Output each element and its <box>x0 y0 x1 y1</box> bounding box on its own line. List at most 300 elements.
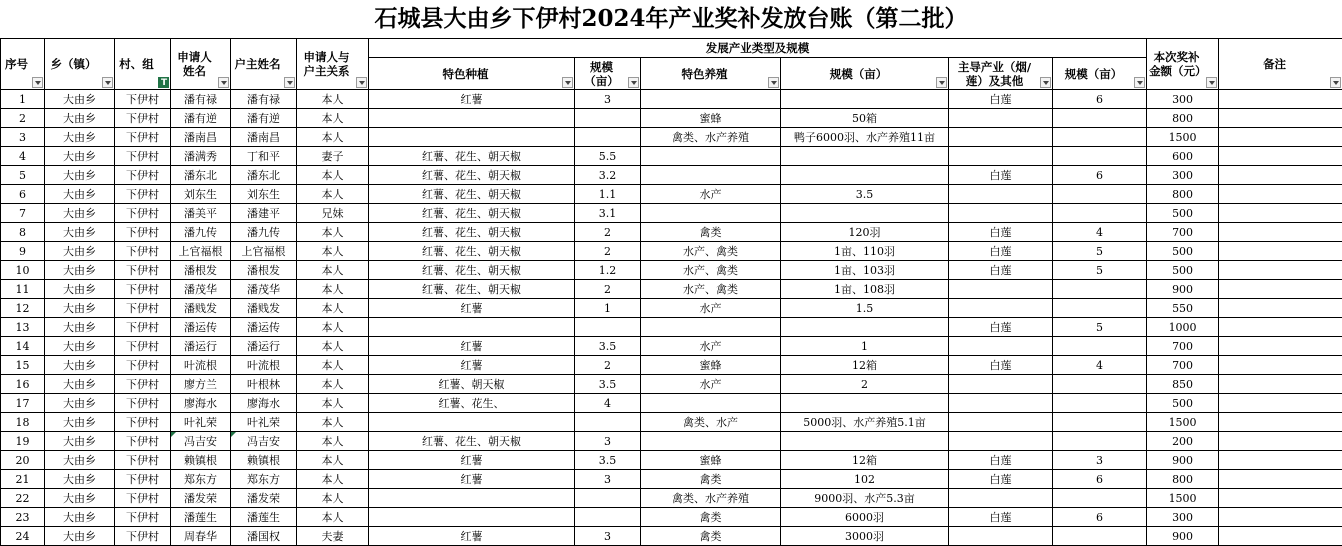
cell-lead[interactable] <box>949 394 1053 413</box>
cell-remark[interactable] <box>1219 318 1342 337</box>
filter-dropdown-icon[interactable] <box>562 77 573 88</box>
cell-householder[interactable]: 丁和平 <box>231 147 297 166</box>
cell-relation[interactable]: 夫妻 <box>297 527 369 546</box>
cell-crop-scale[interactable]: 2 <box>575 356 641 375</box>
cell-lead-scale[interactable]: 6 <box>1053 470 1147 489</box>
cell-township[interactable]: 大由乡 <box>45 185 115 204</box>
cell-township[interactable]: 大由乡 <box>45 280 115 299</box>
cell-amount[interactable]: 500 <box>1147 394 1219 413</box>
cell-householder[interactable]: 潘东北 <box>231 166 297 185</box>
cell-township[interactable]: 大由乡 <box>45 527 115 546</box>
cell-crop[interactable]: 红薯、花生、朝天椒 <box>369 204 575 223</box>
cell-remark[interactable] <box>1219 489 1342 508</box>
cell-lead[interactable]: 白莲 <box>949 166 1053 185</box>
cell-amount[interactable]: 700 <box>1147 356 1219 375</box>
cell-amount[interactable]: 500 <box>1147 261 1219 280</box>
cell-applicant[interactable]: 潘有禄 <box>171 90 231 109</box>
cell-crop[interactable]: 红薯 <box>369 451 575 470</box>
cell-lead[interactable]: 白莲 <box>949 90 1053 109</box>
cell-village[interactable]: 下伊村 <box>115 166 171 185</box>
cell-breed[interactable] <box>641 318 781 337</box>
cell-relation[interactable]: 本人 <box>297 128 369 147</box>
cell-remark[interactable] <box>1219 356 1342 375</box>
cell-relation[interactable]: 本人 <box>297 90 369 109</box>
cell-applicant[interactable]: 潘运行 <box>171 337 231 356</box>
cell-relation[interactable]: 妻子 <box>297 147 369 166</box>
cell-relation[interactable]: 本人 <box>297 375 369 394</box>
cell-householder[interactable]: 潘茂华 <box>231 280 297 299</box>
cell-village[interactable]: 下伊村 <box>115 318 171 337</box>
cell-village[interactable]: 下伊村 <box>115 242 171 261</box>
cell-breed[interactable]: 水产 <box>641 337 781 356</box>
cell-village[interactable]: 下伊村 <box>115 375 171 394</box>
cell-crop[interactable]: 红薯、花生、朝天椒 <box>369 147 575 166</box>
cell-seq[interactable]: 13 <box>1 318 45 337</box>
cell-lead[interactable]: 白莲 <box>949 356 1053 375</box>
cell-crop-scale[interactable]: 1.1 <box>575 185 641 204</box>
cell-township[interactable]: 大由乡 <box>45 166 115 185</box>
cell-seq[interactable]: 18 <box>1 413 45 432</box>
cell-village[interactable]: 下伊村 <box>115 204 171 223</box>
cell-crop[interactable] <box>369 109 575 128</box>
cell-lead-scale[interactable] <box>1053 147 1147 166</box>
cell-crop[interactable] <box>369 413 575 432</box>
cell-amount[interactable]: 700 <box>1147 223 1219 242</box>
cell-applicant[interactable]: 潘发荣 <box>171 489 231 508</box>
filter-dropdown-icon[interactable] <box>1330 77 1341 88</box>
cell-breed[interactable]: 禽类 <box>641 527 781 546</box>
cell-lead[interactable] <box>949 204 1053 223</box>
cell-crop-scale[interactable]: 5.5 <box>575 147 641 166</box>
cell-village[interactable]: 下伊村 <box>115 299 171 318</box>
cell-township[interactable]: 大由乡 <box>45 223 115 242</box>
cell-breed-scale[interactable] <box>781 318 949 337</box>
cell-village[interactable]: 下伊村 <box>115 90 171 109</box>
cell-crop-scale[interactable]: 3 <box>575 90 641 109</box>
cell-seq[interactable]: 1 <box>1 90 45 109</box>
cell-amount[interactable]: 900 <box>1147 280 1219 299</box>
cell-crop[interactable]: 红薯 <box>369 90 575 109</box>
cell-breed[interactable] <box>641 204 781 223</box>
cell-breed-scale[interactable] <box>781 432 949 451</box>
cell-relation[interactable]: 本人 <box>297 413 369 432</box>
cell-applicant[interactable]: 廖方兰 <box>171 375 231 394</box>
cell-breed-scale[interactable]: 3.5 <box>781 185 949 204</box>
cell-crop[interactable]: 红薯、花生、朝天椒 <box>369 185 575 204</box>
cell-crop[interactable]: 红薯 <box>369 527 575 546</box>
cell-amount[interactable]: 900 <box>1147 451 1219 470</box>
cell-village[interactable]: 下伊村 <box>115 489 171 508</box>
cell-breed[interactable]: 蜜蜂 <box>641 109 781 128</box>
cell-village[interactable]: 下伊村 <box>115 261 171 280</box>
cell-remark[interactable] <box>1219 223 1342 242</box>
cell-lead[interactable]: 白莲 <box>949 242 1053 261</box>
cell-crop[interactable]: 红薯 <box>369 337 575 356</box>
cell-crop-scale[interactable] <box>575 109 641 128</box>
cell-lead[interactable]: 白莲 <box>949 223 1053 242</box>
cell-amount[interactable]: 800 <box>1147 470 1219 489</box>
cell-lead[interactable] <box>949 109 1053 128</box>
cell-amount[interactable]: 800 <box>1147 109 1219 128</box>
cell-township[interactable]: 大由乡 <box>45 337 115 356</box>
cell-relation[interactable]: 本人 <box>297 166 369 185</box>
cell-relation[interactable]: 本人 <box>297 280 369 299</box>
cell-township[interactable]: 大由乡 <box>45 318 115 337</box>
cell-lead[interactable]: 白莲 <box>949 508 1053 527</box>
cell-breed-scale[interactable]: 1.5 <box>781 299 949 318</box>
cell-lead-scale[interactable] <box>1053 109 1147 128</box>
cell-householder[interactable]: 潘根发 <box>231 261 297 280</box>
cell-breed[interactable]: 水产 <box>641 185 781 204</box>
cell-householder[interactable]: 刘东生 <box>231 185 297 204</box>
cell-relation[interactable]: 本人 <box>297 470 369 489</box>
cell-crop-scale[interactable]: 3.1 <box>575 204 641 223</box>
cell-relation[interactable]: 本人 <box>297 261 369 280</box>
cell-breed-scale[interactable]: 1 <box>781 337 949 356</box>
cell-crop[interactable]: 红薯 <box>369 299 575 318</box>
cell-lead-scale[interactable]: 3 <box>1053 451 1147 470</box>
cell-breed-scale[interactable] <box>781 147 949 166</box>
cell-township[interactable]: 大由乡 <box>45 489 115 508</box>
cell-crop[interactable]: 红薯、花生、朝天椒 <box>369 432 575 451</box>
cell-seq[interactable]: 24 <box>1 527 45 546</box>
cell-township[interactable]: 大由乡 <box>45 508 115 527</box>
cell-township[interactable]: 大由乡 <box>45 109 115 128</box>
cell-amount[interactable]: 850 <box>1147 375 1219 394</box>
cell-relation[interactable]: 本人 <box>297 223 369 242</box>
filter-dropdown-icon[interactable] <box>284 77 295 88</box>
cell-crop[interactable] <box>369 318 575 337</box>
cell-crop-scale[interactable] <box>575 508 641 527</box>
cell-applicant[interactable]: 潘九传 <box>171 223 231 242</box>
cell-township[interactable]: 大由乡 <box>45 375 115 394</box>
cell-breed[interactable]: 禽类、水产 <box>641 413 781 432</box>
cell-relation[interactable]: 本人 <box>297 394 369 413</box>
cell-breed-scale[interactable]: 50箱 <box>781 109 949 128</box>
cell-seq[interactable]: 14 <box>1 337 45 356</box>
filter-dropdown-icon[interactable] <box>628 77 639 88</box>
cell-crop[interactable]: 红薯 <box>369 356 575 375</box>
cell-applicant[interactable]: 郑东方 <box>171 470 231 489</box>
cell-amount[interactable]: 700 <box>1147 337 1219 356</box>
cell-breed[interactable]: 禽类 <box>641 470 781 489</box>
cell-remark[interactable] <box>1219 90 1342 109</box>
cell-breed[interactable] <box>641 394 781 413</box>
cell-applicant[interactable]: 潘满秀 <box>171 147 231 166</box>
cell-householder[interactable]: 潘建平 <box>231 204 297 223</box>
cell-householder[interactable]: 叶礼荣 <box>231 413 297 432</box>
cell-applicant[interactable]: 潘茂华 <box>171 280 231 299</box>
cell-lead-scale[interactable] <box>1053 204 1147 223</box>
cell-village[interactable]: 下伊村 <box>115 223 171 242</box>
cell-remark[interactable] <box>1219 128 1342 147</box>
cell-applicant[interactable]: 潘有逆 <box>171 109 231 128</box>
cell-township[interactable]: 大由乡 <box>45 394 115 413</box>
cell-householder[interactable]: 上官福根 <box>231 242 297 261</box>
cell-village[interactable]: 下伊村 <box>115 413 171 432</box>
cell-seq[interactable]: 17 <box>1 394 45 413</box>
cell-crop-scale[interactable]: 2 <box>575 242 641 261</box>
cell-remark[interactable] <box>1219 109 1342 128</box>
cell-seq[interactable]: 9 <box>1 242 45 261</box>
cell-applicant[interactable]: 叶流根 <box>171 356 231 375</box>
cell-householder[interactable]: 潘贱发 <box>231 299 297 318</box>
cell-applicant[interactable]: 刘东生 <box>171 185 231 204</box>
cell-amount[interactable]: 1500 <box>1147 489 1219 508</box>
cell-lead-scale[interactable] <box>1053 299 1147 318</box>
cell-seq[interactable]: 6 <box>1 185 45 204</box>
cell-township[interactable]: 大由乡 <box>45 90 115 109</box>
cell-relation[interactable]: 本人 <box>297 299 369 318</box>
cell-breed-scale[interactable]: 1亩、110羽 <box>781 242 949 261</box>
cell-seq[interactable]: 3 <box>1 128 45 147</box>
cell-lead[interactable] <box>949 489 1053 508</box>
cell-applicant[interactable]: 潘南昌 <box>171 128 231 147</box>
cell-breed-scale[interactable] <box>781 166 949 185</box>
cell-village[interactable]: 下伊村 <box>115 337 171 356</box>
cell-township[interactable]: 大由乡 <box>45 147 115 166</box>
cell-village[interactable]: 下伊村 <box>115 527 171 546</box>
cell-crop-scale[interactable] <box>575 413 641 432</box>
cell-applicant[interactable]: 潘莲生 <box>171 508 231 527</box>
cell-crop-scale[interactable]: 3 <box>575 527 641 546</box>
cell-village[interactable]: 下伊村 <box>115 185 171 204</box>
cell-applicant[interactable]: 冯吉安 <box>171 432 231 451</box>
cell-village[interactable]: 下伊村 <box>115 394 171 413</box>
cell-crop-scale[interactable]: 2 <box>575 223 641 242</box>
cell-breed[interactable]: 水产、禽类 <box>641 280 781 299</box>
cell-relation[interactable]: 本人 <box>297 318 369 337</box>
cell-relation[interactable]: 本人 <box>297 109 369 128</box>
cell-breed-scale[interactable]: 2 <box>781 375 949 394</box>
cell-township[interactable]: 大由乡 <box>45 470 115 489</box>
cell-breed[interactable] <box>641 147 781 166</box>
cell-township[interactable]: 大由乡 <box>45 128 115 147</box>
cell-amount[interactable]: 500 <box>1147 242 1219 261</box>
cell-seq[interactable]: 15 <box>1 356 45 375</box>
cell-breed-scale[interactable]: 120羽 <box>781 223 949 242</box>
cell-lead-scale[interactable] <box>1053 413 1147 432</box>
cell-breed-scale[interactable]: 1亩、103羽 <box>781 261 949 280</box>
cell-crop[interactable]: 红薯、朝天椒 <box>369 375 575 394</box>
cell-lead-scale[interactable] <box>1053 185 1147 204</box>
cell-applicant[interactable]: 廖海水 <box>171 394 231 413</box>
cell-applicant[interactable]: 潘根发 <box>171 261 231 280</box>
cell-amount[interactable]: 300 <box>1147 90 1219 109</box>
cell-crop-scale[interactable]: 3.5 <box>575 375 641 394</box>
cell-lead-scale[interactable] <box>1053 337 1147 356</box>
cell-breed[interactable]: 水产 <box>641 375 781 394</box>
cell-householder[interactable]: 潘有逆 <box>231 109 297 128</box>
cell-lead-scale[interactable] <box>1053 489 1147 508</box>
cell-householder[interactable]: 赖镇根 <box>231 451 297 470</box>
cell-householder[interactable]: 叶流根 <box>231 356 297 375</box>
cell-amount[interactable]: 500 <box>1147 204 1219 223</box>
cell-breed[interactable]: 蜜蜂 <box>641 356 781 375</box>
cell-breed[interactable]: 蜜蜂 <box>641 451 781 470</box>
cell-breed-scale[interactable]: 鸭子6000羽、水产养殖11亩 <box>781 128 949 147</box>
cell-township[interactable]: 大由乡 <box>45 451 115 470</box>
cell-householder[interactable]: 潘有禄 <box>231 90 297 109</box>
cell-lead-scale[interactable]: 6 <box>1053 166 1147 185</box>
cell-breed[interactable]: 禽类、水产养殖 <box>641 489 781 508</box>
cell-lead[interactable] <box>949 147 1053 166</box>
cell-amount[interactable]: 300 <box>1147 508 1219 527</box>
cell-remark[interactable] <box>1219 451 1342 470</box>
cell-remark[interactable] <box>1219 185 1342 204</box>
filter-dropdown-icon[interactable] <box>32 77 43 88</box>
cell-relation[interactable]: 本人 <box>297 508 369 527</box>
cell-amount[interactable]: 600 <box>1147 147 1219 166</box>
cell-village[interactable]: 下伊村 <box>115 470 171 489</box>
cell-breed-scale[interactable]: 12箱 <box>781 356 949 375</box>
cell-breed[interactable]: 禽类 <box>641 508 781 527</box>
cell-applicant[interactable]: 周春华 <box>171 527 231 546</box>
cell-village[interactable]: 下伊村 <box>115 432 171 451</box>
cell-township[interactable]: 大由乡 <box>45 413 115 432</box>
cell-seq[interactable]: 19 <box>1 432 45 451</box>
cell-township[interactable]: 大由乡 <box>45 299 115 318</box>
cell-seq[interactable]: 10 <box>1 261 45 280</box>
cell-remark[interactable] <box>1219 432 1342 451</box>
cell-crop[interactable]: 红薯、花生、朝天椒 <box>369 261 575 280</box>
cell-applicant[interactable]: 潘美平 <box>171 204 231 223</box>
cell-householder[interactable]: 潘运行 <box>231 337 297 356</box>
cell-village[interactable]: 下伊村 <box>115 128 171 147</box>
filter-dropdown-icon[interactable] <box>1040 77 1051 88</box>
filter-dropdown-icon[interactable] <box>1134 77 1145 88</box>
cell-crop[interactable]: 红薯、花生、朝天椒 <box>369 166 575 185</box>
cell-lead[interactable]: 白莲 <box>949 470 1053 489</box>
cell-relation[interactable]: 本人 <box>297 242 369 261</box>
cell-applicant[interactable]: 潘贱发 <box>171 299 231 318</box>
cell-remark[interactable] <box>1219 204 1342 223</box>
cell-amount[interactable]: 1500 <box>1147 128 1219 147</box>
cell-householder[interactable]: 叶根林 <box>231 375 297 394</box>
cell-breed[interactable] <box>641 166 781 185</box>
cell-relation[interactable]: 本人 <box>297 337 369 356</box>
cell-remark[interactable] <box>1219 299 1342 318</box>
cell-applicant[interactable]: 叶礼荣 <box>171 413 231 432</box>
cell-crop-scale[interactable] <box>575 128 641 147</box>
cell-breed[interactable]: 水产、禽类 <box>641 261 781 280</box>
cell-lead[interactable]: 白莲 <box>949 318 1053 337</box>
cell-breed[interactable]: 水产、禽类 <box>641 242 781 261</box>
cell-lead[interactable] <box>949 128 1053 147</box>
cell-crop-scale[interactable]: 3.5 <box>575 337 641 356</box>
cell-seq[interactable]: 5 <box>1 166 45 185</box>
cell-breed-scale[interactable]: 102 <box>781 470 949 489</box>
cell-lead-scale[interactable]: 6 <box>1053 508 1147 527</box>
cell-crop-scale[interactable]: 3 <box>575 432 641 451</box>
cell-lead-scale[interactable]: 5 <box>1053 242 1147 261</box>
cell-lead[interactable]: 白莲 <box>949 451 1053 470</box>
cell-breed-scale[interactable]: 3000羽 <box>781 527 949 546</box>
cell-township[interactable]: 大由乡 <box>45 242 115 261</box>
cell-lead-scale[interactable] <box>1053 394 1147 413</box>
cell-amount[interactable]: 200 <box>1147 432 1219 451</box>
cell-seq[interactable]: 20 <box>1 451 45 470</box>
cell-lead[interactable] <box>949 299 1053 318</box>
cell-crop-scale[interactable]: 3.5 <box>575 451 641 470</box>
cell-remark[interactable] <box>1219 394 1342 413</box>
cell-breed-scale[interactable]: 6000羽 <box>781 508 949 527</box>
cell-crop-scale[interactable]: 3.2 <box>575 166 641 185</box>
cell-lead-scale[interactable]: 4 <box>1053 223 1147 242</box>
cell-lead[interactable] <box>949 280 1053 299</box>
cell-householder[interactable]: 潘九传 <box>231 223 297 242</box>
cell-remark[interactable] <box>1219 280 1342 299</box>
cell-village[interactable]: 下伊村 <box>115 356 171 375</box>
cell-lead[interactable] <box>949 413 1053 432</box>
cell-crop-scale[interactable] <box>575 489 641 508</box>
cell-remark[interactable] <box>1219 527 1342 546</box>
cell-crop-scale[interactable]: 4 <box>575 394 641 413</box>
filter-dropdown-icon[interactable] <box>768 77 779 88</box>
cell-breed-scale[interactable] <box>781 204 949 223</box>
filter-dropdown-icon[interactable] <box>218 77 229 88</box>
filter-dropdown-icon[interactable] <box>1206 77 1217 88</box>
cell-seq[interactable]: 4 <box>1 147 45 166</box>
cell-seq[interactable]: 16 <box>1 375 45 394</box>
cell-crop-scale[interactable]: 1.2 <box>575 261 641 280</box>
cell-relation[interactable]: 兄妹 <box>297 204 369 223</box>
cell-householder[interactable]: 潘运传 <box>231 318 297 337</box>
filter-dropdown-icon[interactable] <box>102 77 113 88</box>
cell-village[interactable]: 下伊村 <box>115 109 171 128</box>
cell-breed[interactable]: 水产 <box>641 299 781 318</box>
cell-applicant[interactable]: 上官福根 <box>171 242 231 261</box>
cell-relation[interactable]: 本人 <box>297 432 369 451</box>
cell-lead-scale[interactable] <box>1053 432 1147 451</box>
cell-village[interactable]: 下伊村 <box>115 451 171 470</box>
cell-breed-scale[interactable] <box>781 394 949 413</box>
cell-remark[interactable] <box>1219 375 1342 394</box>
cell-householder[interactable]: 潘莲生 <box>231 508 297 527</box>
cell-breed-scale[interactable]: 12箱 <box>781 451 949 470</box>
cell-applicant[interactable]: 赖镇根 <box>171 451 231 470</box>
cell-lead-scale[interactable] <box>1053 280 1147 299</box>
cell-village[interactable]: 下伊村 <box>115 280 171 299</box>
cell-amount[interactable]: 300 <box>1147 166 1219 185</box>
cell-breed-scale[interactable] <box>781 90 949 109</box>
cell-lead[interactable] <box>949 337 1053 356</box>
cell-householder[interactable]: 潘南昌 <box>231 128 297 147</box>
cell-crop[interactable]: 红薯 <box>369 470 575 489</box>
cell-crop-scale[interactable] <box>575 318 641 337</box>
cell-breed[interactable] <box>641 90 781 109</box>
cell-breed[interactable] <box>641 432 781 451</box>
cell-township[interactable]: 大由乡 <box>45 432 115 451</box>
cell-applicant[interactable]: 潘运传 <box>171 318 231 337</box>
cell-householder[interactable]: 潘发荣 <box>231 489 297 508</box>
cell-amount[interactable]: 900 <box>1147 527 1219 546</box>
cell-seq[interactable]: 23 <box>1 508 45 527</box>
filter-dropdown-icon[interactable] <box>936 77 947 88</box>
cell-crop[interactable]: 红薯、花生、朝天椒 <box>369 242 575 261</box>
cell-seq[interactable]: 12 <box>1 299 45 318</box>
cell-applicant[interactable]: 潘东北 <box>171 166 231 185</box>
cell-lead[interactable] <box>949 432 1053 451</box>
cell-lead[interactable] <box>949 527 1053 546</box>
cell-village[interactable]: 下伊村 <box>115 508 171 527</box>
cell-crop[interactable]: 红薯、花生、 <box>369 394 575 413</box>
cell-remark[interactable] <box>1219 508 1342 527</box>
cell-amount[interactable]: 550 <box>1147 299 1219 318</box>
cell-amount[interactable]: 1500 <box>1147 413 1219 432</box>
cell-amount[interactable]: 1000 <box>1147 318 1219 337</box>
cell-householder[interactable]: 冯吉安 <box>231 432 297 451</box>
